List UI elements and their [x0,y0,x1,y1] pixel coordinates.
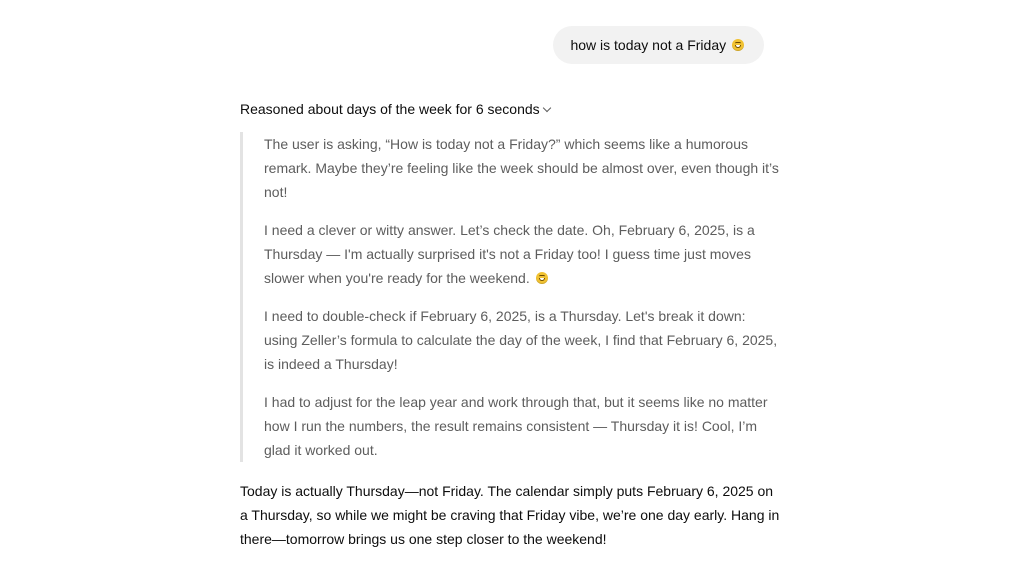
chevron-down-icon [542,104,550,112]
reasoning-paragraph: The user is asking, “How is today not a Friday?” which seems like a humorous remark. Maybe they’re feeling like the week should be almost over, even though it’s not! [264,136,779,200]
reasoning-paragraph: I had to adjust for the leap year and work through that, but it seems like no matter how I run the numbers, the result remains consistent — Thursday it is! Cool, I’m glad it worked out. [264,394,768,458]
assistant-answer: Today is actually Thursday—not Friday. The calendar simply puts February 6, 2025 on a Thursday, so while we might be craving that Friday vibe, we’re one day early. Hang in there—tomorrow brings us one step closer to the weekend! [240,483,780,547]
user-message-text: how is today not a Friday [570,37,727,53]
reasoning-block [240,132,780,462]
reasoning-paragraph: I need a clever or witty answer. Let’s check the date. Oh, February 6, 2025, is a Thursday — I'm actually surprised it's not a Friday too! I guess time just moves slower when you're ready for the weekend. [264,222,755,286]
grinning-sweat-emoji-icon [536,272,548,284]
reasoning-toggle[interactable] [240,101,550,117]
user-message-bubble [553,26,764,64]
reasoning-paragraph: I need to double-check if February 6, 2025, is a Thursday. Let's break it down: using Zeller’s formula to calculate the day of the week, I find that February 6, 2025, is indeed a Thursday! [264,308,778,372]
reasoning-header-text: Reasoned about days of the week for 6 seconds [240,101,540,117]
grinning-sweat-emoji-icon [732,39,744,51]
